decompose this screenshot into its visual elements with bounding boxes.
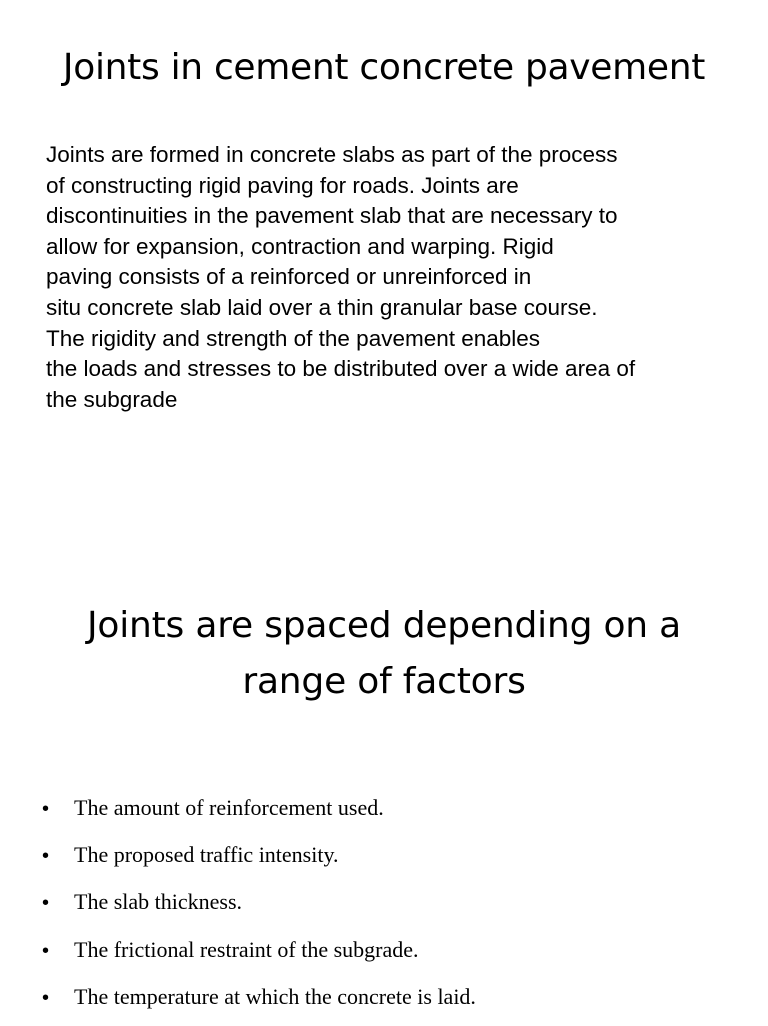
title-line: Joints are spaced depending on a <box>86 605 682 646</box>
slide-joints-intro <box>0 0 768 512</box>
list-item-text: The proposed traffic intensity. <box>74 842 339 868</box>
list-item-text: The slab thickness. <box>74 889 243 915</box>
paragraph-line: allow for expansion, contraction and warping. Rigid <box>46 233 554 259</box>
list-item-text: The temperature at which the concrete is laid. <box>74 983 476 1009</box>
slide-joint-spacing-factors <box>0 512 768 1024</box>
slide-title <box>0 598 768 710</box>
list-item-text: The amount of reinforcement used. <box>74 795 384 820</box>
paragraph-line: the subgrade <box>46 386 178 412</box>
list-item <box>42 790 742 837</box>
paragraph-line: the loads and stresses to be distributed over a wide area of <box>46 356 636 382</box>
paragraph-line: Joints are formed in concrete slabs as part of the process <box>46 142 618 167</box>
title-line: range of factors <box>242 661 526 702</box>
bullet-icon: • <box>42 939 50 962</box>
bullet-icon: • <box>42 845 50 868</box>
paragraph-line: discontinuities in the pavement slab that are necessary to <box>46 203 618 229</box>
paragraph-line: of constructing rigid paving for roads. Joints are <box>46 172 519 198</box>
list-item <box>42 884 742 931</box>
paragraph-line: The rigidity and strength of the pavement enables <box>46 325 541 351</box>
factor-list <box>42 790 742 1026</box>
paragraph-line: paving consists of a reinforced or unreinforced in <box>46 264 532 290</box>
bullet-icon: • <box>42 892 50 915</box>
list-item-text: The frictional restraint of the subgrade. <box>74 936 419 962</box>
list-item <box>42 979 742 1026</box>
slide-title: Joints in cement concrete pavement <box>62 47 706 88</box>
bullet-icon: • <box>42 798 50 820</box>
intro-paragraph <box>46 140 736 415</box>
list-item <box>42 837 742 884</box>
list-item <box>42 932 742 979</box>
paragraph-line: situ concrete slab laid over a thin granular base course. <box>46 294 598 320</box>
bullet-icon: • <box>42 986 50 1009</box>
